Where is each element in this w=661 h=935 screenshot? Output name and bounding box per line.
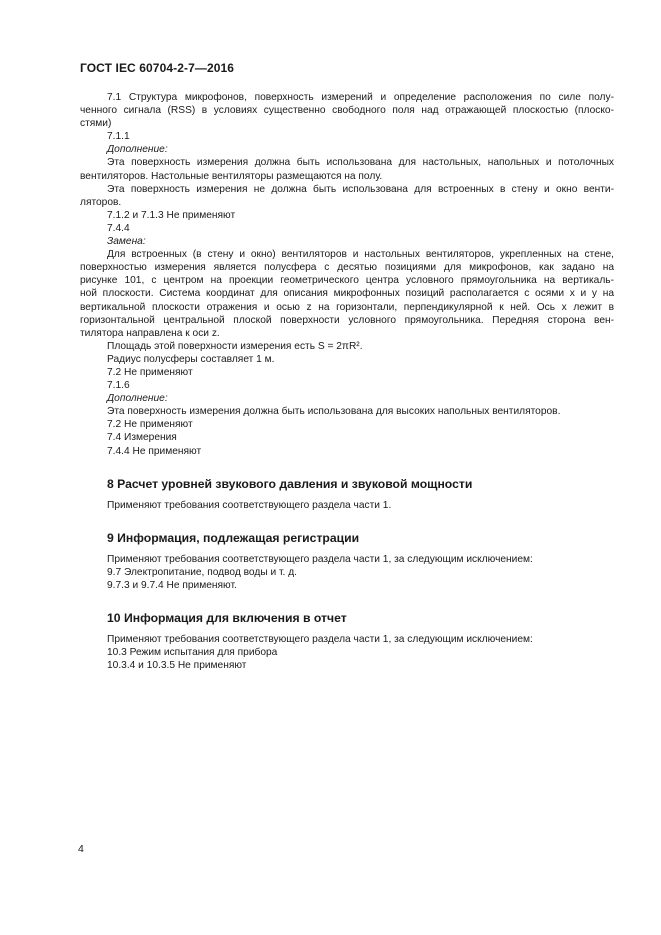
clause-7-1-line: ченного сигнала (RSS) в условиях существенно свободного поля над отражающей плоскостью (плоско- [80,105,614,117]
section-10-text: Применяют требования соответствующего раздела части 1, за следующим исключением: [107,634,533,646]
hemisphere-radius: Радиус полусферы составляет 1 м. [107,353,275,365]
clause-7-4-4-number: 7.4.4 [107,222,130,234]
paragraph-line: Эта поверхность измерения не должна быть использована для встроенных в стену и окно венти- [107,183,614,195]
paragraph-line: рисунке 101, с центром на проекции геометрического центра условного прямоугольника на вертикаль- [80,275,614,287]
clause-7-4-4: 7.4.4 Не применяют [107,445,202,457]
clause-7-1 [80,91,614,130]
replacement-label: Замена: [107,236,146,248]
surface-area-formula: Площадь этой поверхности измерения есть S = 2πR². [107,340,363,352]
clause-7-1-6-text: Эта поверхность измерения должна быть использована для высоких напольных вентиляторов. [107,406,561,418]
addition-label: Дополнение: [107,393,168,405]
clause-7-1-2: 7.1.2 и 7.1.3 Не применяют [107,209,236,221]
clause-7-1-1-para2 [80,183,614,209]
document-body [80,91,614,673]
paragraph-line: Для встроенных (в стену и окно) вентиляторов и настольных вентиляторов, укрепленных на стене, [107,249,614,261]
clause-7-4-4-text [80,248,614,340]
section-8-text: Применяют требования соответствующего раздела части 1. [107,499,392,511]
paragraph-line: ляторов. [80,196,122,208]
clause-7-1-6-number: 7.1.6 [107,380,130,392]
section-9-text: Применяют требования соответствующего раздела части 1, за следующим исключением: [107,553,533,565]
section-9-item: 9.7.3 и 9.7.4 Не применяют. [107,580,237,592]
paragraph-line: тилятора направлена к оси z. [80,327,220,339]
section-10-heading: 10 Информация для включения в отчет [107,611,347,626]
clause-7-4: 7.4 Измерения [107,432,177,444]
paragraph-line: вентиляторов. Настольные вентиляторы размещаются на полу. [80,170,383,182]
clause-7-1-line: 7.1 Структура микрофонов, поверхность измерений и определение расположения по силе полу- [107,92,614,103]
paragraph-line: поверхностью измерения является полусфера с десятью позициями для микрофонов, как задано на [80,262,614,274]
paragraph-line: Эта поверхность измерения должна быть использована для настольных, напольных и потолочных [107,157,614,169]
section-9-heading: 9 Информация, подлежащая регистрации [107,530,360,545]
clause-7-2: 7.2 Не применяют [107,366,193,378]
section-10-item: 10.3 Режим испытания для прибора [107,647,278,659]
section-8-heading: 8 Расчет уровней звукового давления и звуковой мощности [107,476,473,491]
paragraph-line: горизонтальной центральной плоской поверхности условного прямоугольника. Передняя сторона вен- [80,314,614,326]
clause-7-2: 7.2 Не применяют [107,419,193,431]
section-9-item: 9.7 Электропитание, подвод воды и т. д. [107,567,297,578]
clause-7-1-line: стями) [80,118,112,130]
clause-7-1-1-number: 7.1.1 [107,131,130,143]
clause-7-1-1-para1 [80,156,614,182]
paragraph-line: вертикальной плоскости отражения и осью z на горизонтали, перпендикулярной к ней. Ось x лежит в [80,301,614,313]
document-code-header: ГОСТ IEC 60704-2-7—2016 [80,61,235,75]
section-10-item: 10.3.4 и 10.3.5 Не применяют [107,660,247,672]
addition-label: Дополнение: [107,144,168,156]
paragraph-line: ной плоскости. Система координат для описания микрофонных позиций располагается с осями x и y на [80,288,614,300]
page-number: 4 [78,843,84,855]
